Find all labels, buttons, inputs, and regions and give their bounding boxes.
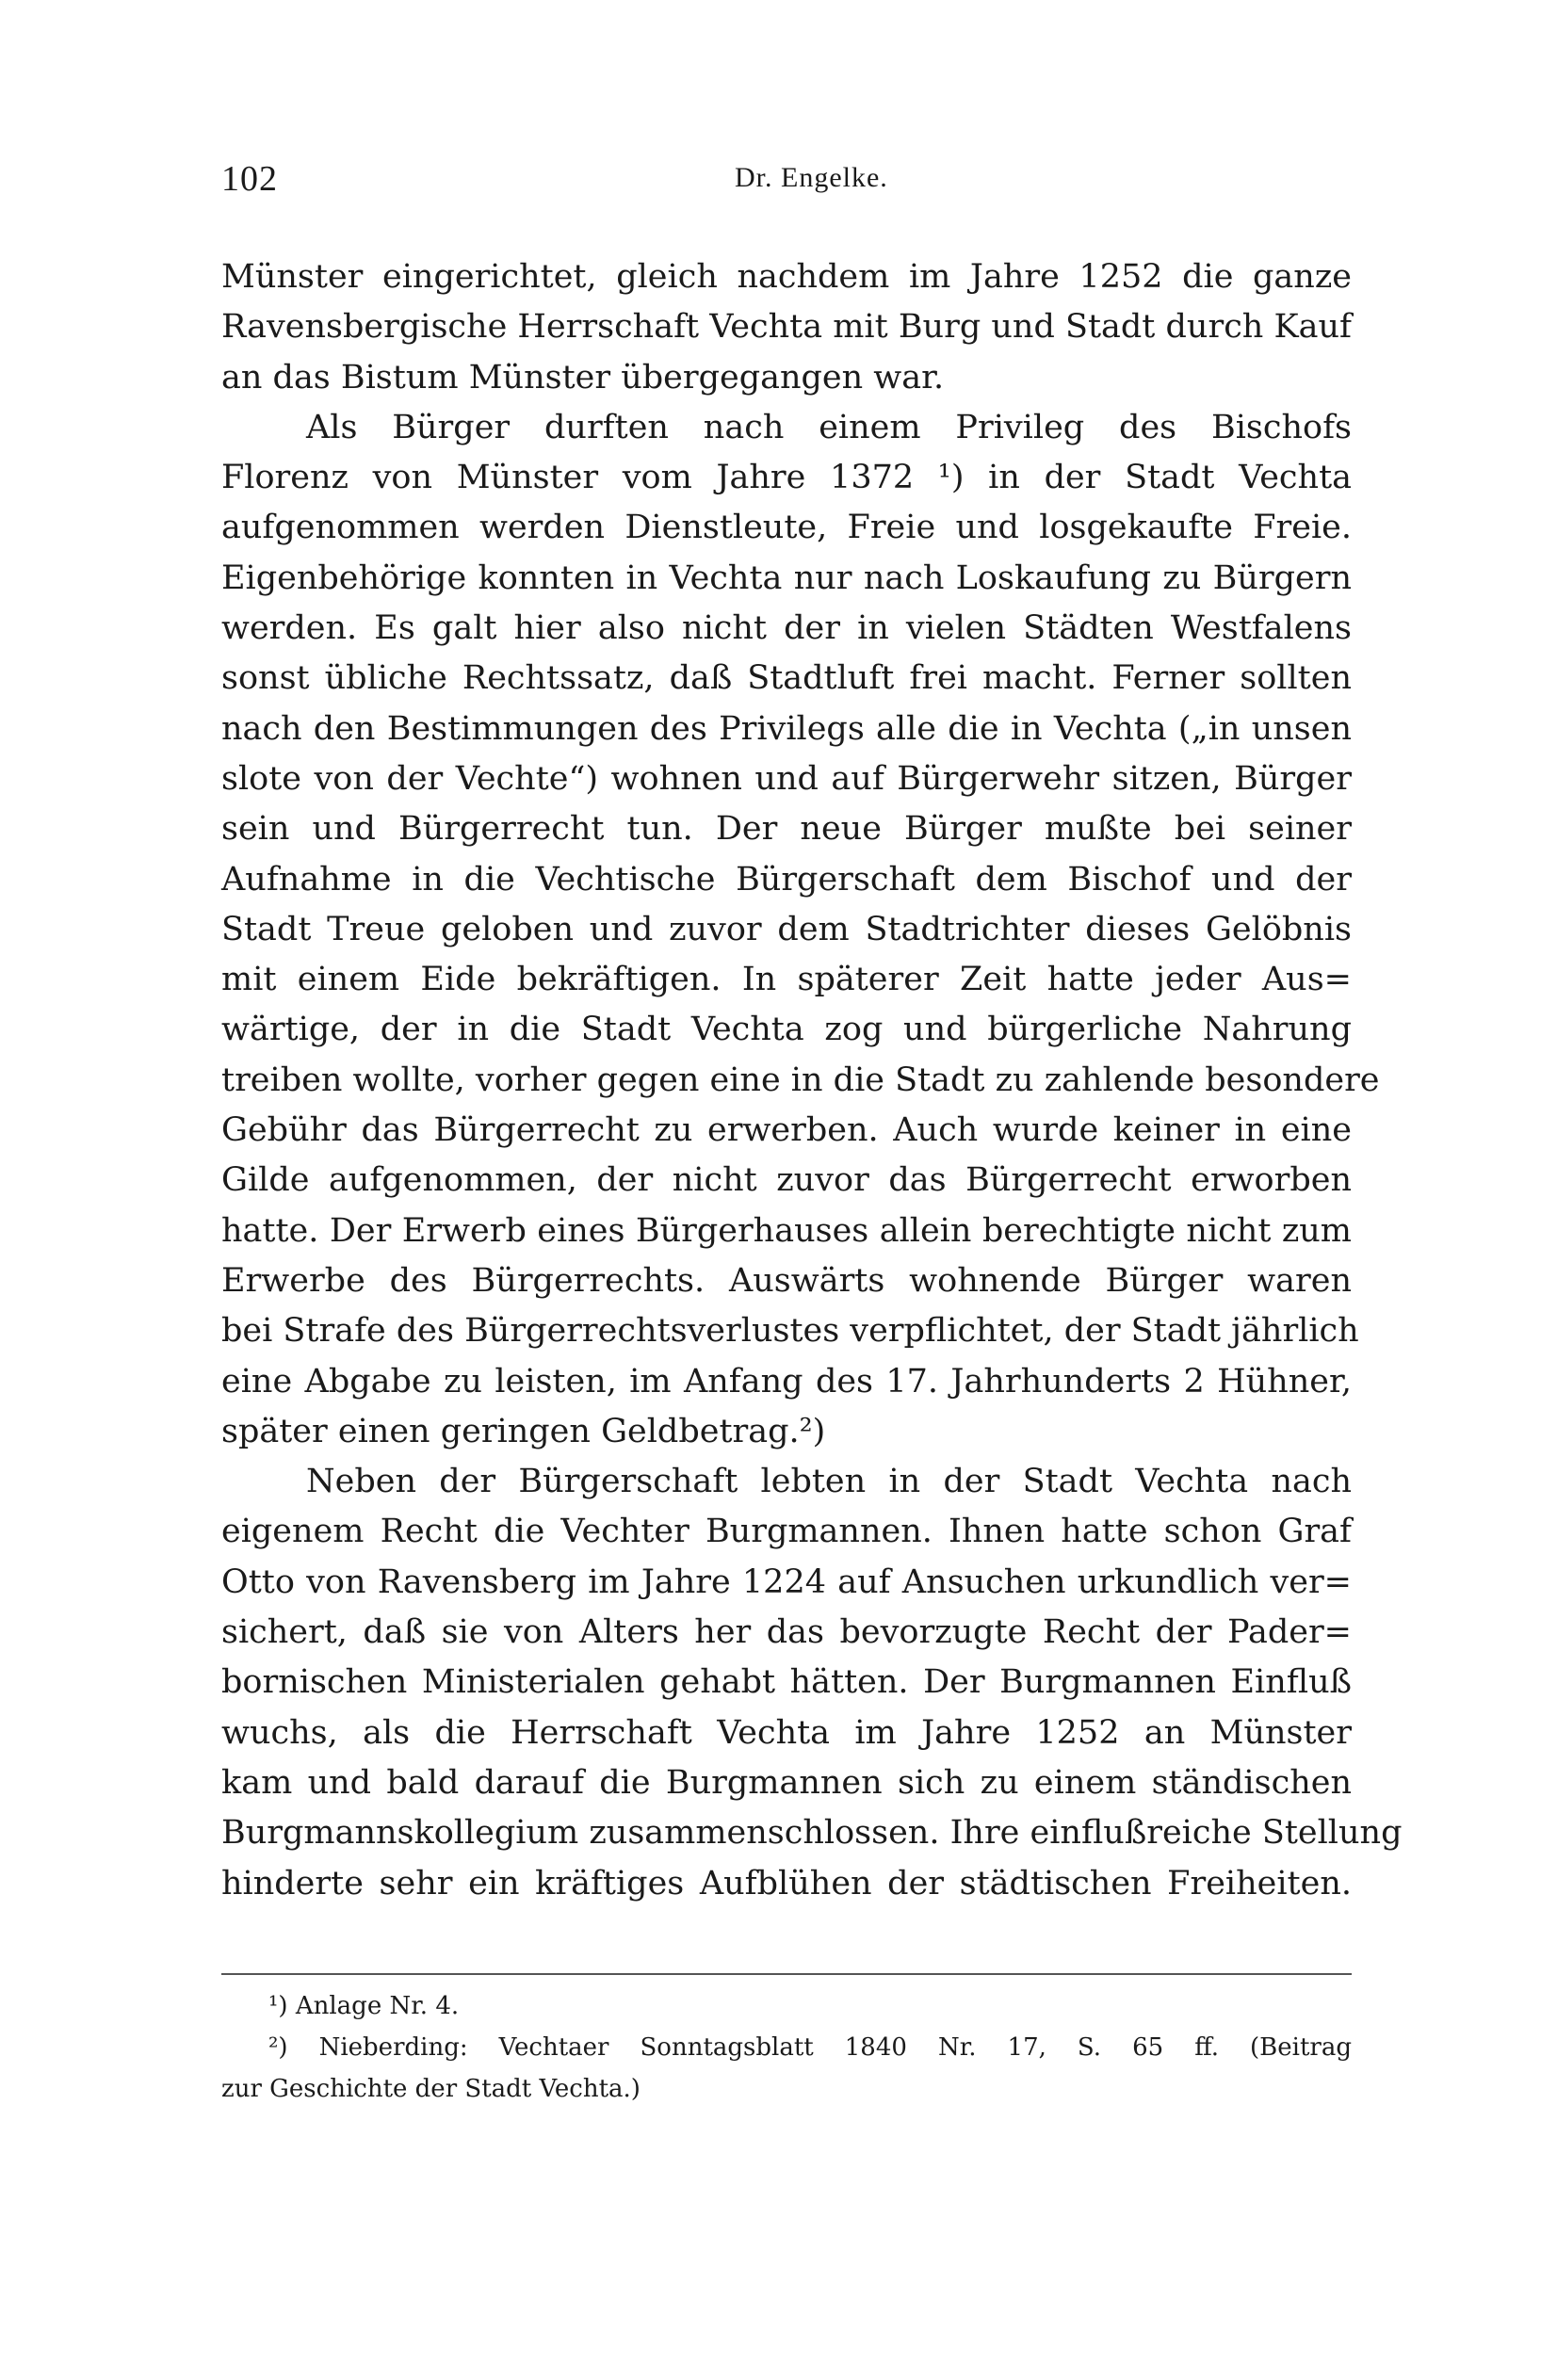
text-line: hinderte sehr ein kräftiges Aufblühen der städtischen Freiheiten. (221, 1864, 1352, 1902)
text-line: bei Strafe des Bürgerrechtsverlustes verpflichtet, der Stadt jährlich (221, 1312, 1359, 1351)
text-line: Münster eingerichtet, gleich nachdem im Jahre 1252 die ganze (221, 258, 1352, 296)
text-line: werden. Es galt hier also nicht der in vielen Städten Westfalens (221, 609, 1352, 648)
body-text (221, 252, 1403, 1909)
text-line: sonst übliche Rechtssatz, daß Stadtluft frei macht. Ferner sollten (221, 659, 1352, 698)
text-line: an das Bistum Münster übergegangen war. (221, 358, 945, 397)
running-head: Dr. Engelke. (735, 162, 888, 193)
footnote-2-line-2: zur Geschichte der Stadt Vechta.) (221, 2075, 641, 2103)
text-line: später einen geringen Geldbetrag.²) (221, 1412, 826, 1450)
text-line: hatte. Der Erwerb eines Bürgerhauses allein berechtigte nicht zum (221, 1211, 1352, 1250)
text-line: wuchs, als die Herrschaft Vechta im Jahre 1252 an Münster (221, 1713, 1352, 1752)
text-line: nach den Bestimmungen des Privilegs alle die in Vechta („in unsen (221, 709, 1352, 748)
text-line: Burgmannskollegium zusammenschlossen. Ihre einflußreiche Stellung (221, 1814, 1403, 1853)
text-line: slote von der Vechte“) wohnen und auf Bürgerwehr sitzen, Bürger (221, 759, 1352, 798)
footnote-2-line-1: ²) Nieberding: Vechtaer Sonntagsblatt 1840 Nr. 17, S. 65 ff. (Beitrag (268, 2033, 1352, 2062)
text-line: treiben wollte, vorher gegen eine in die Stadt zu zahlende besondere (221, 1060, 1380, 1099)
page-number: 102 (221, 159, 278, 199)
page-header (221, 158, 1352, 215)
text-line: Als Bürger durften nach einem Privileg des Bischofs (306, 408, 1352, 446)
footnote-divider (221, 1973, 1352, 1975)
text-line: Stadt Treue geloben und zuvor dem Stadtrichter dieses Gelöbnis (221, 910, 1352, 948)
footnotes (221, 1985, 1352, 2110)
text-line: Neben der Bürgerschaft lebten in der Stadt Vechta nach (306, 1463, 1352, 1501)
text-line: sichert, daß sie von Alters her das bevorzugte Recht der Pader= (221, 1613, 1352, 1652)
text-line: Florenz von Münster vom Jahre 1372 ¹) in der Stadt Vechta (221, 459, 1352, 497)
footnote-1: ¹) Anlage Nr. 4. (268, 1992, 460, 2020)
text-line: bornischen Ministerialen gehabt hätten. Der Burgmannen Einfluß (221, 1663, 1352, 1702)
text-line: sein und Bürgerrecht tun. Der neue Bürger mußte bei seiner (221, 810, 1352, 849)
text-line: Gilde aufgenommen, der nicht zuvor das Bürgerrecht erworben (221, 1161, 1352, 1200)
text-line: Otto von Ravensberg im Jahre 1224 auf Ansuchen urkundlich ver= (221, 1562, 1352, 1601)
text-line: Ravensbergische Herrschaft Vechta mit Burg und Stadt durch Kauf (221, 308, 1352, 347)
text-line: Eigenbehörige konnten in Vechta nur nach Loskaufung zu Bürgern (221, 559, 1352, 597)
text-line: eine Abgabe zu leisten, im Anfang des 17. Jahrhunderts 2 Hühner, (221, 1362, 1352, 1400)
text-line: Gebühr das Bürgerrecht zu erwerben. Auch wurde keiner in eine (221, 1111, 1352, 1150)
text-line: kam und bald darauf die Burgmannen sich zu einem ständischen (221, 1763, 1352, 1802)
text-line: Aufnahme in die Vechtische Bürgerschaft dem Bischof und der (221, 860, 1352, 899)
text-line: aufgenommen werden Dienstleute, Freie und losgekaufte Freie. (221, 509, 1352, 547)
text-line: wärtige, der in die Stadt Vechta zog und bürgerliche Nahrung (221, 1011, 1352, 1049)
text-line: mit einem Eide bekräftigen. In späterer Zeit hatte jeder Aus= (221, 961, 1352, 999)
text-line: eigenem Recht die Vechter Burgmannen. Ihnen hatte schon Graf (221, 1513, 1352, 1551)
text-line: Erwerbe des Bürgerrechts. Auswärts wohnende Bürger waren (221, 1261, 1352, 1300)
